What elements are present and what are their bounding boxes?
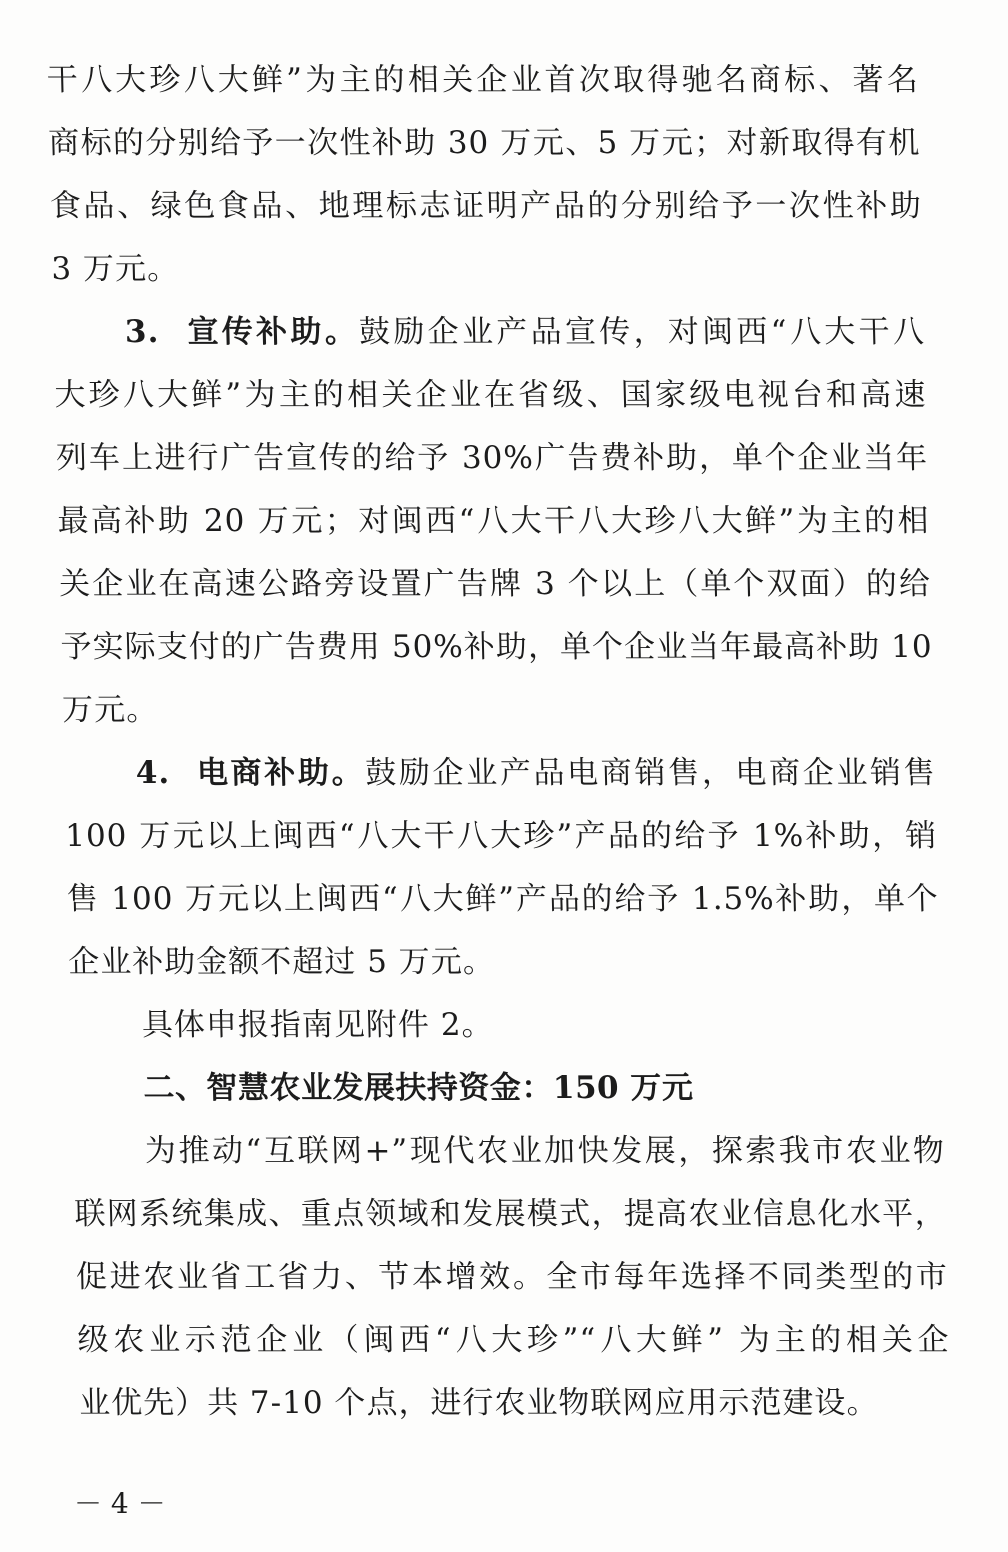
text-line: 售 100 万元以上闽西“八大鲜”产品的给予 1.5%补助，单个: [66, 881, 940, 917]
text-line: 食品、绿色食品、地理标志证明产品的分别给予一次性补助: [49, 188, 923, 224]
item-heading-ecommerce-subsidy: 4. 电商补助。: [135, 755, 366, 791]
page-number: － 4 －: [74, 1487, 166, 1520]
section-heading: 二、智慧农业发展扶持资金：150 万元: [142, 1070, 694, 1106]
text-line: 最高补助 20 万元；对闽西“八大干八大珍八大鲜”为主的相: [57, 503, 930, 539]
text-line: 业优先）共 7-10 个点，进行农业物联网应用示范建设。: [78, 1385, 879, 1421]
text-line: 级农业示范企业（闽西“八大珍”“八大鲜” 为主的相关企: [77, 1322, 950, 1358]
item-heading-publicity-subsidy: 3. 宣传补助。: [124, 314, 360, 350]
paragraph-first-line: [63, 742, 937, 805]
text-line: 企业补助金额不超过 5 万元。: [67, 944, 496, 980]
text-line: 大珍八大鲜”为主的相关企业在省级、国家级电视台和高速: [54, 377, 927, 413]
text-line: 100 万元以上闽西“八大干八大珍”产品的给予 1%补助，销: [64, 818, 938, 854]
text-line: 关企业在高速公路旁设置广告牌 3 个以上（单个双面）的给: [58, 566, 932, 602]
text-span: 鼓励企业产品宣传，对闽西“八大干八: [358, 314, 926, 350]
text-line: 列车上进行广告宣传的给予 30%广告费补助，单个企业当年: [55, 440, 929, 476]
text-line: 联网系统集成、重点领域和发展模式，提高农业信息化水平，: [74, 1196, 947, 1232]
text-span: 鼓励企业产品电商销售，电商企业销售: [364, 755, 937, 791]
document-body: [46, 49, 952, 1435]
text-line: 干八大珍八大鲜”为主的相关企业首次取得驰名商标、著名: [46, 62, 920, 98]
paragraph-first-line: [52, 301, 926, 364]
text-line: 3 万元。: [50, 251, 180, 287]
text-line: 商标的分别给予一次性补助 30 万元、5 万元；对新取得有机: [47, 125, 921, 161]
text-line: 予实际支付的广告费用 50%补助，单个企业当年最高补助 10: [60, 629, 934, 665]
text-line: 促进农业省工省力、节本增效。全市每年选择不同类型的市: [75, 1259, 949, 1295]
attachment-note: 具体申报指南见附件 2。: [141, 1007, 494, 1043]
text-line: 万元。: [61, 692, 159, 728]
text-line: 为推动“互联网+”现代农业加快发展，探索我市农业物: [144, 1133, 946, 1169]
